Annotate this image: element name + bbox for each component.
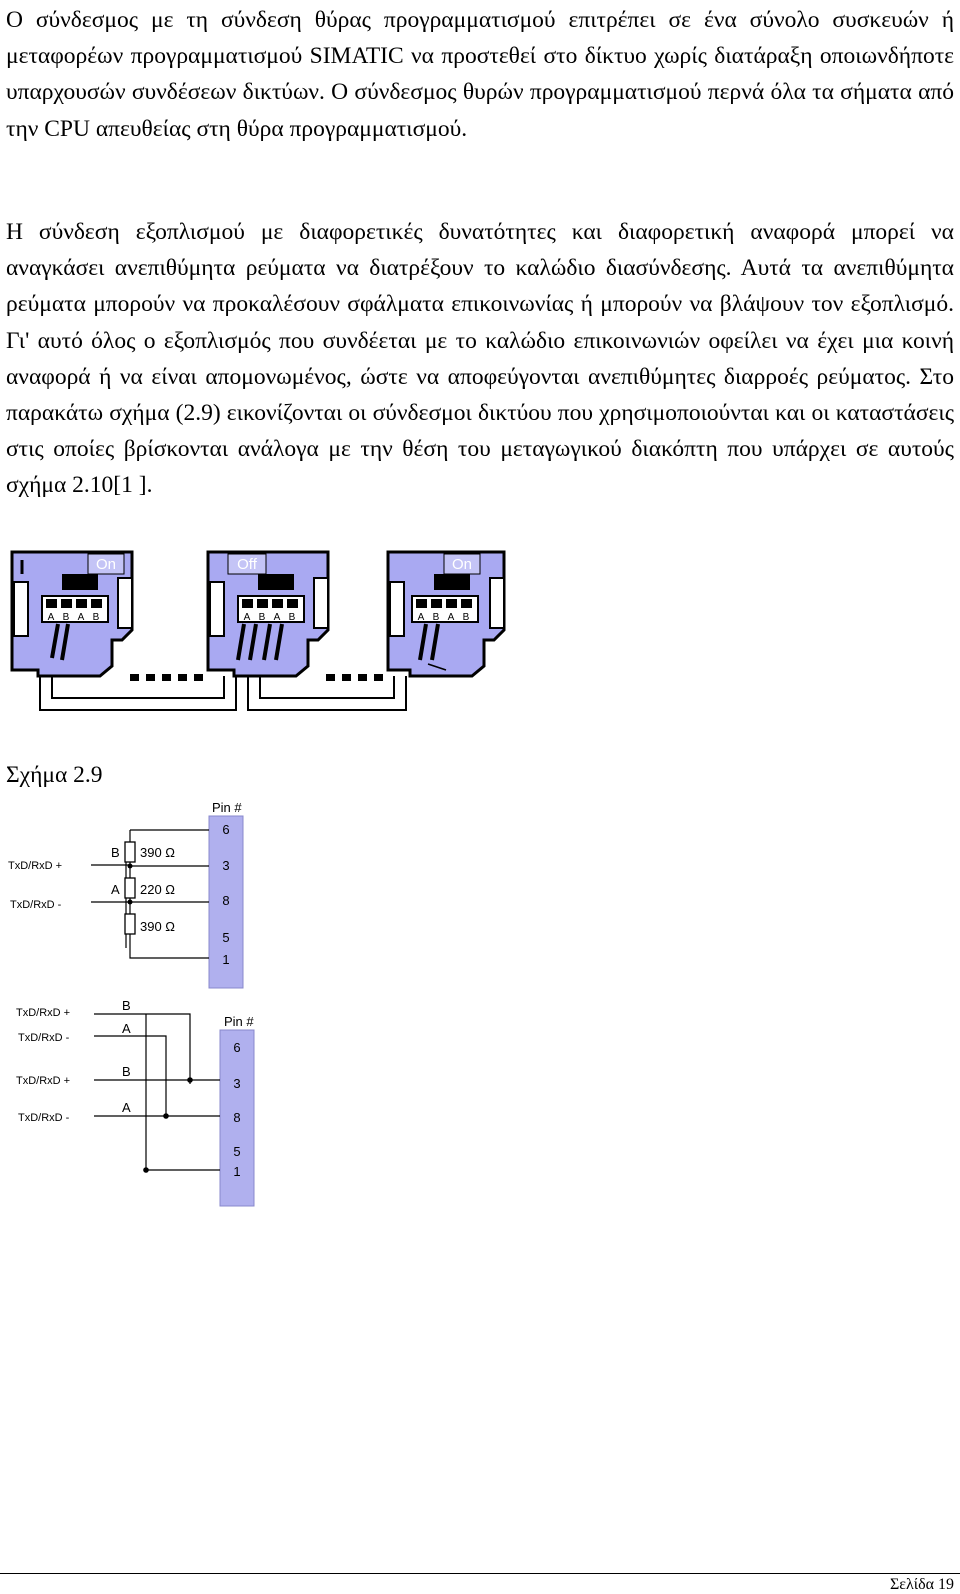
- terminal-label-a: A: [447, 612, 455, 623]
- pin-number: 5: [222, 930, 230, 945]
- pin-number: 8: [222, 893, 230, 908]
- signal-label: TxD/RxD -: [18, 1032, 70, 1044]
- signal-label: TxD/RxD -: [10, 899, 62, 911]
- line-letter: B: [122, 1000, 131, 1013]
- bus-wiring-diagram: [10, 1000, 270, 1210]
- resistor-value: 390 Ω: [140, 919, 176, 934]
- terminal-label-b: B: [432, 612, 440, 623]
- connector-3: [388, 552, 504, 676]
- switch-state-label: Off: [237, 556, 257, 573]
- terminal-label-b: B: [288, 612, 296, 623]
- pin-number: 8: [233, 1110, 241, 1125]
- paragraph-intro: Ο σύνδεσμος με τη σύνδεση θύρας προγραμματισμού επιτρέπει σε ένα σύνολο συσκευών ή μεταφορέων προγραμματισμού SIMATIC να προστεθεί στο δίκτυο χωρίς διατάραξη οποιωνδήποτε υπαρχουσών συνδέσεων δικτύων. Ο σύνδεσμος θυρών προγραμματισμού περνά όλα τα σήματα από την CPU απευθείας στη θύρα προγραμματισμού.: [6, 7, 954, 142]
- resistor-value: 390 Ω: [140, 845, 176, 860]
- switch-state-label: On: [451, 556, 473, 573]
- line-letter: A: [122, 1021, 131, 1036]
- pin-header: Pin #: [212, 800, 242, 815]
- connector-2: [208, 552, 328, 676]
- pin-number: 5: [233, 1144, 241, 1159]
- signal-label: TxD/RxD +: [16, 1075, 71, 1087]
- signal-label: TxD/RxD +: [16, 1007, 71, 1019]
- terminal-label-a: A: [273, 612, 281, 623]
- signal-label: TxD/RxD -: [18, 1112, 70, 1124]
- pin-number: 6: [233, 1040, 241, 1055]
- termination-switch: [258, 574, 294, 590]
- pin-number: 3: [222, 858, 230, 873]
- line-letter: A: [122, 1100, 131, 1115]
- switch-state-label: On: [95, 556, 117, 573]
- terminal-label-a: A: [77, 612, 85, 623]
- pin-number: 1: [222, 952, 230, 967]
- terminal-label-a: A: [417, 612, 425, 623]
- paragraph-grounding: Η σύνδεση εξοπλισμού με διαφορετικές δυνατότητες και διαφορετική αναφορά μπορεί να αναγκάσει ανεπιθύμητα ρεύματα να διατρέξουν το καλώδιο διασύνδεσης. Αυτά τα ανεπιθύμητα ρεύματα μπορούν να προκαλέσουν σφάλματα επικοινωνίας ή μπορούν να βλάψουν τον εξοπλισμό. Γι' αυτό όλος ο εξοπλισμός που συνδέεται με το καλώδιο επικοινωνιών οφείλει να έχει μια κοινή αναφορά ή να είναι απομονωμένος, ώστε να αποφεύγονται ανεπιθύμητες διαρροές ρεύματος. Στο παρακάτω σχήμα (2.9) εικονίζονται οι σύνδεσμοι δικτύου που χρησιμοποιούνται και οι καταστάσεις στις οποίες βρίσκονται ανάλογα με την θέση του μεταγωγικού διακόπτη που υπάρχει σε αυτούς σχήμα 2.10[1 ].: [6, 219, 954, 499]
- page-number: Σελίδα 19: [889, 1576, 954, 1593]
- termination-resistor-diagram: [6, 800, 266, 990]
- footer-divider: [0, 1573, 960, 1574]
- line-letter: A: [111, 882, 120, 897]
- terminal-label-b: B: [62, 612, 70, 623]
- connector-1: [12, 552, 132, 676]
- terminal-label-b: B: [92, 612, 100, 623]
- pin-number: 3: [233, 1076, 241, 1091]
- pin-header: Pin #: [224, 1014, 254, 1029]
- line-letter: B: [111, 845, 120, 860]
- pin-number: 1: [233, 1164, 241, 1179]
- cable-channels: [40, 676, 406, 710]
- terminal-label-a: A: [243, 612, 251, 623]
- signal-label: TxD/RxD +: [8, 860, 63, 872]
- termination-switch: [434, 574, 470, 590]
- resistors: [125, 842, 135, 934]
- figure-caption: Σχήμα 2.9: [6, 762, 103, 788]
- bus-wiring: [94, 1014, 220, 1170]
- pin-number: 6: [222, 822, 230, 837]
- terminal-label-b: B: [462, 612, 470, 623]
- resistor-value: 220 Ω: [140, 882, 176, 897]
- network-connectors-figure: [8, 548, 528, 748]
- line-letter: B: [122, 1064, 131, 1079]
- terminal-label-b: B: [258, 612, 266, 623]
- termination-switch: [62, 574, 98, 590]
- terminal-label-a: A: [47, 612, 55, 623]
